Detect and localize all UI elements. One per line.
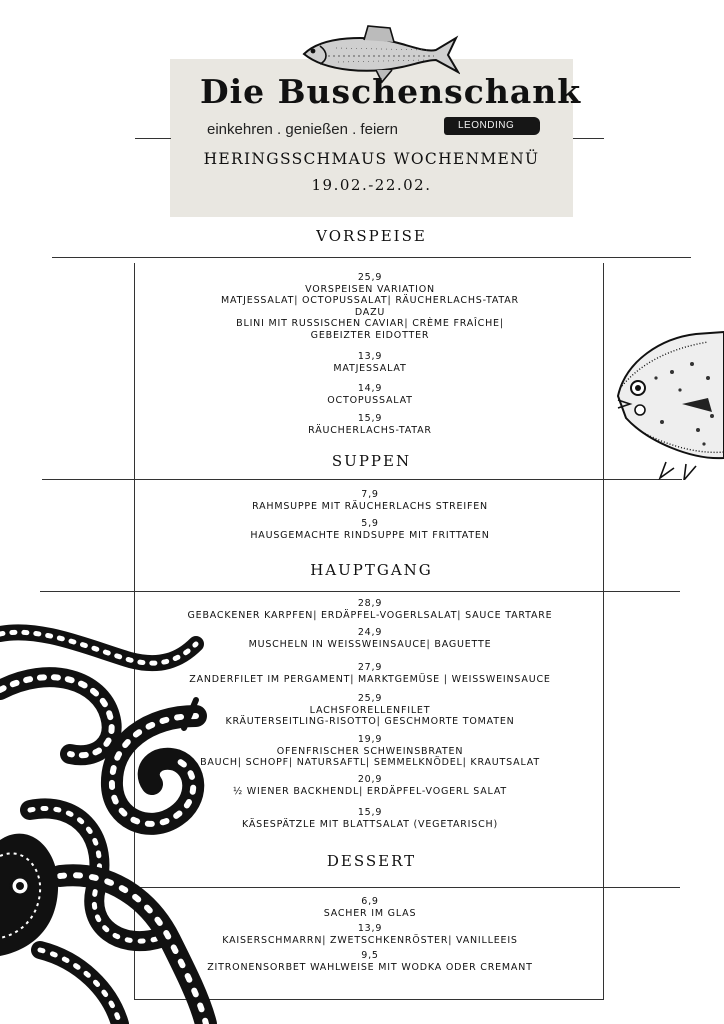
item-line: OFENFRISCHER SCHWEINSBRATEN (276, 745, 464, 757)
item-line: RAHMSUPPE MIT RÄUCHERLACHS STREIFEN (252, 500, 488, 512)
item-price: 27,9 (357, 662, 383, 673)
menu-item (130, 383, 610, 406)
menu-item (130, 489, 610, 512)
menu-item (130, 807, 610, 830)
item-price: 19,9 (357, 734, 383, 745)
menu-item (130, 774, 610, 797)
item-line: MATJESSALAT (333, 362, 407, 374)
item-line: KÄSESPÄTZLE MIT BLATTSALAT (VEGETARISCH) (241, 818, 499, 830)
item-price: 24,9 (357, 627, 383, 638)
menu-item (130, 950, 610, 973)
menu-item (130, 734, 610, 769)
section-title-vorspeise: VORSPEISE (316, 227, 427, 245)
menu-item (130, 598, 610, 621)
section-title-suppen: SUPPEN (331, 452, 412, 470)
menu-item (130, 693, 610, 728)
hauptgang-top-rule (40, 591, 680, 592)
menu-title: HERINGSSCHMAUS WOCHENMENÜ (203, 150, 540, 168)
item-price: 6,9 (361, 896, 379, 907)
menu-item (130, 627, 610, 650)
item-line: BLINI MIT RUSSISCHEN CAVIAR| CRÈME FRAÎCHE| (236, 318, 504, 329)
item-line: GEBACKENER KARPFEN| ERDÄPFEL-VOGERLSALAT| SAUCE TARTARE (187, 609, 553, 621)
suppen-top-rule (42, 479, 682, 480)
item-price: 13,9 (357, 351, 383, 362)
item-line: KRÄUTERSEITLING-RISOTTO| GESCHMORTE TOMATEN (225, 716, 515, 727)
item-line: RÄUCHERLACHS-TATAR (308, 424, 432, 436)
vorspeise-top-rule (52, 257, 691, 258)
menu-item (130, 351, 610, 374)
item-line: HAUSGEMACHTE RINDSUPPE MIT FRITTATEN (250, 529, 490, 541)
item-line: ZANDERFILET IM PERGAMENT| MARKTGEMÜSE | WEISSWEINSAUCE (189, 673, 551, 685)
item-price: 25,9 (357, 272, 383, 283)
item-price: 9,5 (361, 950, 379, 961)
menu-date-range: 19.02.-22.02. (311, 176, 432, 194)
item-price: 15,9 (357, 807, 383, 818)
menu-item (130, 923, 610, 946)
item-price: 13,9 (357, 923, 383, 934)
item-line: KAISERSCHMARRN| ZWETSCHKENRÖSTER| VANILLEEIS (222, 934, 518, 946)
item-line: GEBEIZTER EIDOTTER (310, 329, 430, 341)
item-line: ZITRONENSORBET WAHLWEISE MIT WODKA ODER CREMANT (207, 961, 533, 973)
menu-item (130, 518, 610, 541)
item-price: 5,9 (361, 518, 379, 529)
menu-item (130, 662, 610, 685)
item-line: ½ WIENER BACKHENDL| ERDÄPFEL-VOGERL SALAT (232, 785, 508, 797)
item-line: MUSCHELN IN WEISSWEINSAUCE| BAGUETTE (248, 638, 492, 650)
tagline: einkehren . genießen . feiern (207, 121, 398, 138)
item-line: SACHER IM GLAS (323, 907, 417, 919)
item-line: MATJESSALAT| OCTOPUSSALAT| RÄUCHERLACHS-TATAR (221, 295, 519, 306)
item-price: 15,9 (357, 413, 383, 424)
header-right-rule (573, 138, 604, 139)
header-left-rule (135, 138, 171, 139)
item-price: 25,9 (357, 693, 383, 704)
flounder-fish-icon (612, 312, 724, 480)
item-price: 7,9 (361, 489, 379, 500)
menu-item (130, 272, 610, 341)
brand-logo-text: Die Buschenschank (200, 72, 582, 111)
menu-item (130, 413, 610, 436)
item-line: DAZU (354, 306, 386, 318)
item-line: BAUCH| SCHOPF| NATURSAFTL| SEMMELKNÖDEL| KRAUTSALAT (200, 757, 540, 768)
section-title-hauptgang: HAUPTGANG (310, 561, 433, 579)
item-line: OCTOPUSSALAT (327, 394, 413, 406)
item-line: VORSPEISEN VARIATION (305, 283, 435, 295)
menu-item (130, 896, 610, 919)
location-badge: LEONDING (444, 117, 540, 135)
item-price: 28,9 (357, 598, 383, 609)
item-price: 20,9 (357, 774, 383, 785)
item-line: LACHSFORELLENFILET (309, 704, 431, 716)
section-title-dessert: DESSERT (326, 852, 417, 870)
item-price: 14,9 (357, 383, 383, 394)
